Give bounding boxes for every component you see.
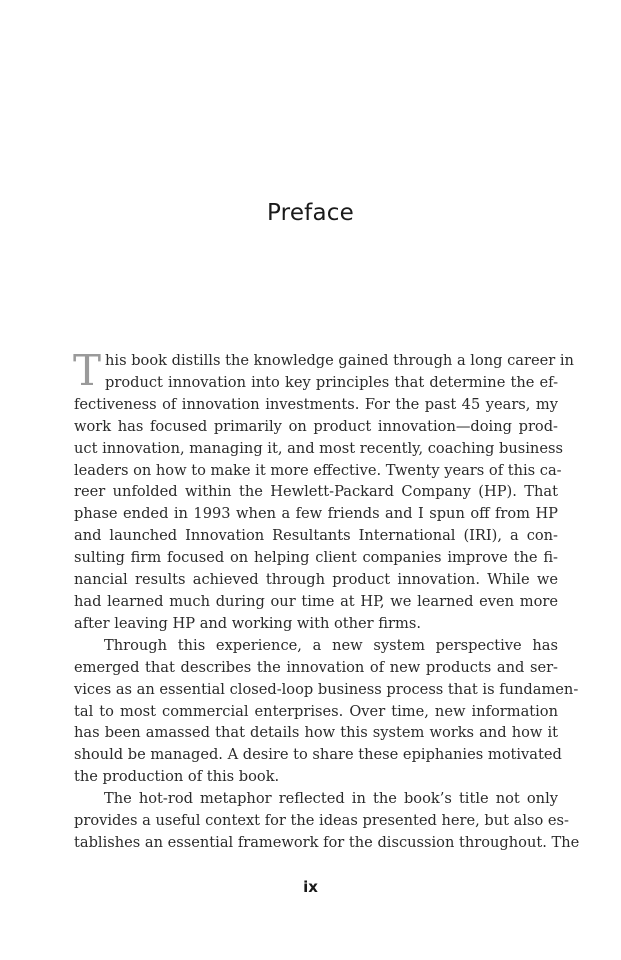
text-line: Through this experience, a new system perspective has (104, 636, 558, 654)
text-line: phase ended in 1993 when a few friends and I spun off from HP (74, 505, 558, 523)
paragraph-1 (73, 346, 574, 635)
text-line: and launched Innovation Resultants International (IRI), a con- (74, 527, 558, 545)
text-line: after leaving HP and working with other firms. (74, 614, 421, 632)
text-line: had learned much during our time at HP, we learned even more (74, 592, 558, 610)
text-line: vices as an essential closed-loop business process that is fundamen- (74, 680, 579, 698)
text-line: his book distills the knowledge gained through a long career in (105, 352, 574, 369)
drop-cap: T (73, 346, 102, 395)
text-line: tablishes an essential framework for the discussion throughout. The (74, 833, 580, 851)
text-line: product innovation into key principles that determine the ef- (105, 373, 558, 391)
text-line: has been amassed that details how this system works and how it (74, 724, 558, 742)
text-line: emerged that describes the innovation of new products and ser- (74, 658, 558, 676)
text-line: The hot-rod metaphor reflected in the book’s title not only (104, 790, 558, 808)
text-line: uct innovation, managing it, and most recently, coaching business (74, 439, 563, 457)
text-line: should be managed. A desire to share these epiphanies motivated (74, 746, 562, 764)
page-number: ix (303, 878, 318, 896)
page-title: Preface (267, 200, 354, 226)
text-line: sulting firm focused on helping client companies improve the fi- (74, 549, 558, 567)
text-line: fectiveness of innovation investments. For the past 45 years, my (74, 395, 558, 413)
text-line: work has focused primarily on product innovation—doing prod- (74, 417, 558, 435)
paragraph-2 (74, 635, 579, 788)
text-line: the production of this book. (74, 768, 280, 786)
text-line: reer unfolded within the Hewlett-Packard Company (HP). That (74, 483, 558, 501)
text-line: tal to most commercial enterprises. Over time, new information (74, 702, 558, 720)
text-line: nancial results achieved through product innovation. While we (74, 571, 558, 589)
text-line: leaders on how to make it more effective. Twenty years of this ca- (74, 461, 562, 479)
paragraph-3 (74, 788, 580, 854)
text-line: provides a useful context for the ideas presented here, but also es- (74, 812, 569, 830)
body-text (73, 346, 580, 854)
